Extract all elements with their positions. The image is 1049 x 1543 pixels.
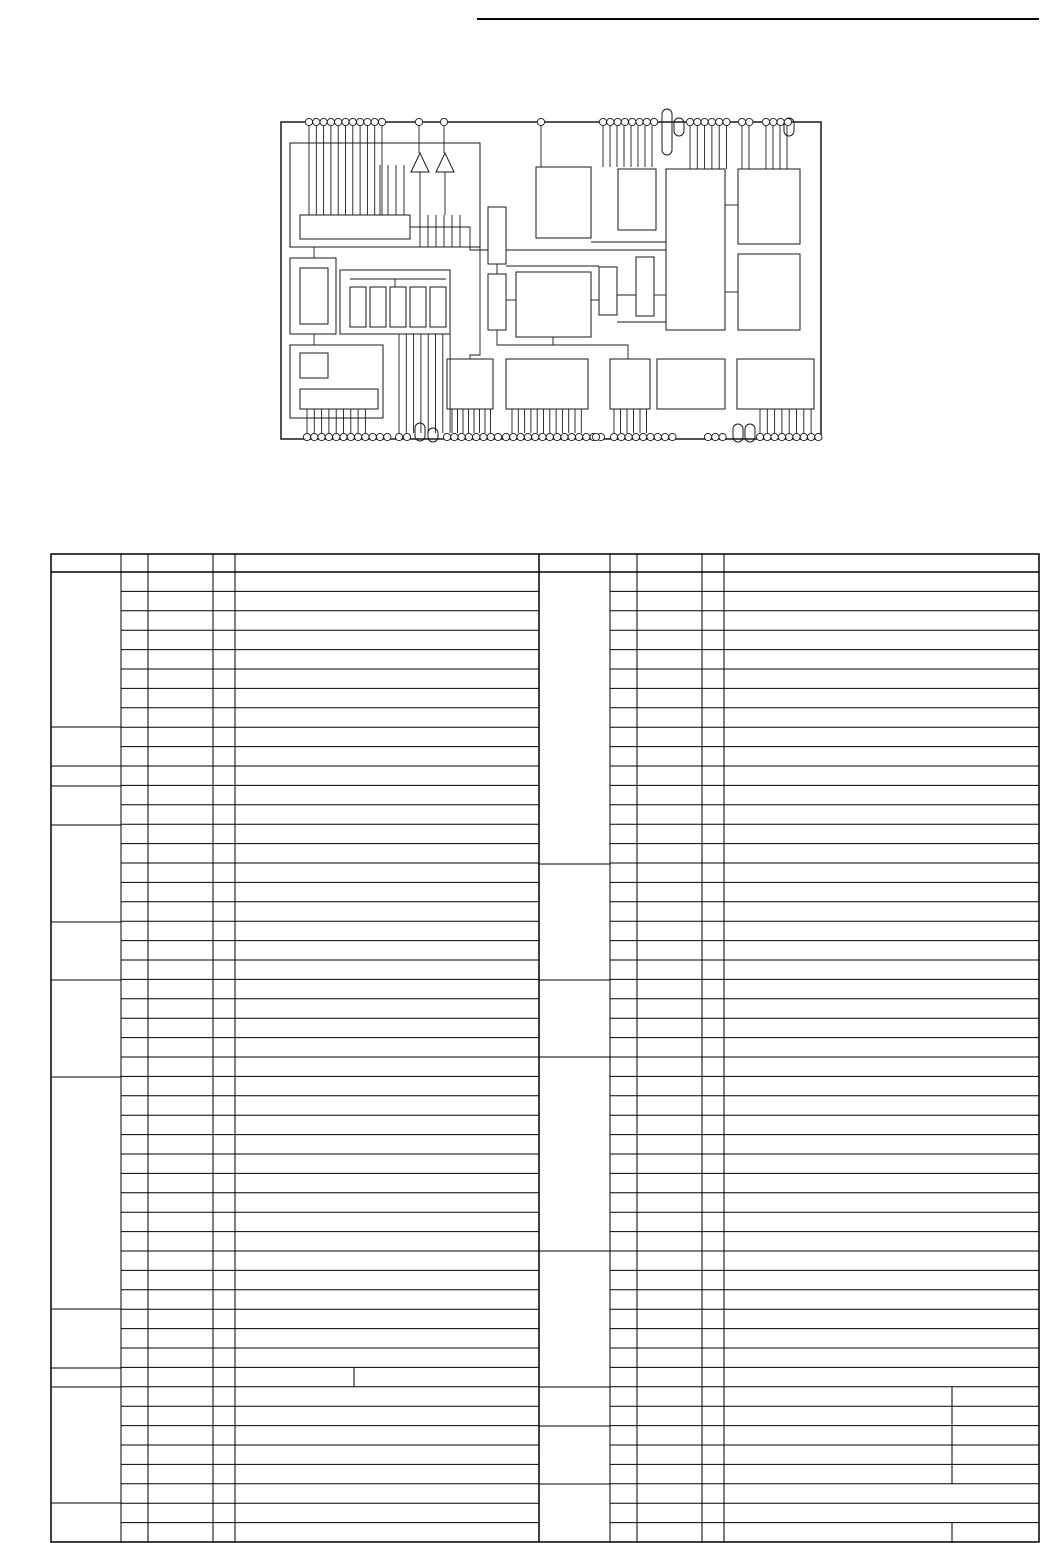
bottom-pin-26 (524, 433, 531, 440)
bottom-pin-49 (719, 433, 726, 440)
bottom-pin-2 (311, 433, 318, 440)
bottom-pin-11 (376, 433, 383, 440)
bottom-pin-42 (640, 433, 647, 440)
bottom-pin-23 (502, 433, 509, 440)
top-pin-2 (313, 118, 320, 125)
top-pin-28 (723, 118, 730, 125)
bottom-pin-24 (510, 433, 517, 440)
bottom-pin-30 (554, 433, 561, 440)
bottom-pin-7 (347, 433, 354, 440)
top-pin-15 (599, 118, 606, 125)
block-diagram (270, 100, 830, 450)
header-rule (477, 18, 1039, 20)
top-pin-23 (686, 118, 693, 125)
clock-block (657, 359, 725, 409)
top-pin-25 (701, 118, 708, 125)
bottom-pin-6 (340, 433, 347, 440)
timer-block (290, 258, 336, 334)
amplifier-1 (411, 153, 429, 172)
top-pin-14 (537, 118, 544, 125)
bottom-pin-55 (793, 433, 800, 440)
top-pin-34 (784, 118, 791, 125)
top-pin-24 (694, 118, 701, 125)
bottom-pin-32 (568, 433, 575, 440)
control-block (516, 272, 591, 337)
top-pin-19 (629, 118, 636, 125)
top-pin-22 (651, 118, 658, 125)
top-pin-1 (305, 118, 312, 125)
bottom-pin-37 (592, 433, 599, 440)
top-pin-26 (708, 118, 715, 125)
bottom-pin-47 (704, 433, 711, 440)
top-pin-6 (342, 118, 349, 125)
pin-table (50, 553, 1040, 1543)
bottom-pin-8 (355, 433, 362, 440)
bottom-pin-22 (495, 433, 502, 440)
bottom-pin-48 (712, 433, 719, 440)
bottom-pin-45 (662, 433, 669, 440)
top-pin-16 (607, 118, 614, 125)
top-pin-4 (327, 118, 334, 125)
rom-block (618, 169, 656, 230)
interrupt-block (610, 359, 650, 409)
bottom-pin-40 (625, 433, 632, 440)
top-pin-17 (614, 118, 621, 125)
mux-2 (488, 274, 506, 330)
bottom-pin-12 (384, 433, 391, 440)
bottom-pin-33 (575, 433, 582, 440)
bottom-pin-17 (458, 433, 465, 440)
bottom-pin-4 (325, 433, 332, 440)
bottom-pin-3 (318, 433, 325, 440)
bottom-pin-19 (473, 433, 480, 440)
amplifier-2 (436, 153, 454, 172)
bottom-pin-34 (583, 433, 590, 440)
top-pin-3 (320, 118, 327, 125)
bottom-pin-10 (369, 433, 376, 440)
bottom-pin-25 (517, 433, 524, 440)
top-pin-5 (335, 118, 342, 125)
bottom-pin-28 (539, 433, 546, 440)
top-pin-31 (762, 118, 769, 125)
bottom-pin-18 (465, 433, 472, 440)
bottom-pin-1 (303, 433, 310, 440)
bottom-pin-41 (632, 433, 639, 440)
bottom-pin-52 (771, 433, 778, 440)
pin-table-lines (51, 554, 1039, 1542)
top-pin-33 (777, 118, 784, 125)
top-pin-20 (636, 118, 643, 125)
top-pin-27 (716, 118, 723, 125)
top-pin-11 (378, 118, 385, 125)
top-pin-29 (738, 118, 745, 125)
bottom-pin-57 (808, 433, 815, 440)
bottom-pin-53 (778, 433, 785, 440)
top-pin-8 (357, 118, 364, 125)
bottom-pin-16 (451, 433, 458, 440)
bottom-pin-20 (480, 433, 487, 440)
bus-controller (666, 169, 725, 330)
top-pin-12 (415, 118, 422, 125)
top-pin-13 (440, 118, 447, 125)
bottom-pin-51 (764, 433, 771, 440)
data-bus-block (738, 254, 800, 330)
top-pin-9 (364, 118, 371, 125)
bottom-pin-15 (443, 433, 450, 440)
io-port-block (290, 143, 480, 247)
pin-table-grid (50, 553, 1040, 1543)
bottom-pin-13 (395, 433, 402, 440)
bottom-pin-46 (669, 433, 676, 440)
bottom-pin-39 (618, 433, 625, 440)
bottom-pin-14 (403, 433, 410, 440)
ad-block (290, 345, 383, 418)
bottom-pin-44 (654, 433, 661, 440)
serial-block-1 (447, 359, 493, 409)
top-pin-30 (746, 118, 753, 125)
port-block-a (737, 359, 814, 409)
ram-block (738, 169, 800, 244)
bottom-pin-27 (532, 433, 539, 440)
bottom-pin-31 (561, 433, 568, 440)
top-pin-7 (349, 118, 356, 125)
bottom-pin-38 (610, 433, 617, 440)
top-pin-18 (621, 118, 628, 125)
bottom-pin-29 (546, 433, 553, 440)
register-bar (300, 215, 410, 239)
cpu-core-block (536, 167, 591, 238)
serial-block-2 (506, 359, 588, 409)
bottom-pin-9 (362, 433, 369, 440)
bottom-pin-56 (800, 433, 807, 440)
top-pin-10 (371, 118, 378, 125)
bottom-pin-43 (647, 433, 654, 440)
chip-outline (281, 122, 821, 439)
mux-1 (488, 207, 506, 264)
bottom-pin-50 (756, 433, 763, 440)
bottom-pin-5 (333, 433, 340, 440)
top-pin-21 (643, 118, 650, 125)
bottom-pin-58 (815, 433, 822, 440)
bottom-pin-54 (786, 433, 793, 440)
bottom-pin-21 (487, 433, 494, 440)
top-pin-32 (770, 118, 777, 125)
